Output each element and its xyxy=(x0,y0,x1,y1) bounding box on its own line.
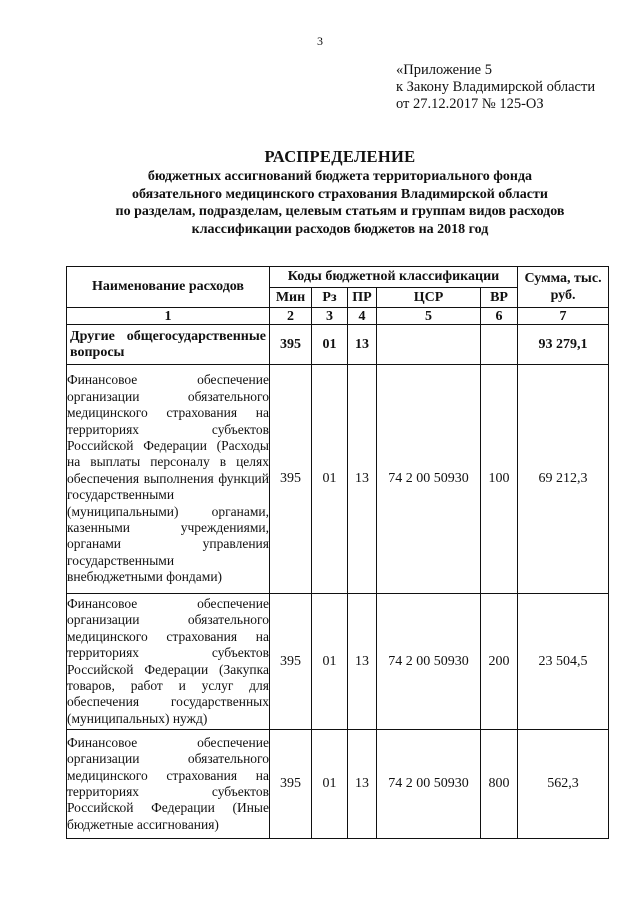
row-pr: 13 xyxy=(348,594,377,730)
table-row xyxy=(67,730,609,839)
table-header-row xyxy=(67,267,609,288)
header-sum: Сумма, тыс. руб. xyxy=(518,267,609,308)
appendix-line-1: «Приложение 5 xyxy=(396,62,492,78)
row-name: Финансовое обеспечение организации обязательного медицинского страхования на территориях субъектов Российской Федерации (Закупка товаров, работ и услуг для обеспечения государственных (муниципальных) нужд) xyxy=(67,594,270,730)
row-name: Финансовое обеспечение организации обязательного медицинского страхования на территориях субъектов Российской Федерации (Расходы на выплаты персоналу в целях обеспечения выполнения функций государственными (муниципальными) органами, казенными учреждениями, органами управления государственными внебюджетными фондами) xyxy=(67,365,270,594)
row-vr: 200 xyxy=(481,594,518,730)
heading-line-3: по разделам, подразделам, целевым статьям и группам видов расходов xyxy=(115,204,565,219)
heading-title: РАСПРЕДЕЛЕНИЕ xyxy=(264,147,416,166)
column-number-row xyxy=(67,308,609,325)
row-sum: 562,3 xyxy=(518,730,609,839)
header-pr: ПР xyxy=(348,288,377,308)
row-rz: 01 xyxy=(312,325,348,365)
row-min: 395 xyxy=(270,594,312,730)
row-pr: 13 xyxy=(348,365,377,594)
column-number: 1 xyxy=(67,308,270,325)
row-rz: 01 xyxy=(312,594,348,730)
appendix-note xyxy=(396,62,595,113)
page-number: 3 xyxy=(317,34,323,48)
column-number: 2 xyxy=(270,308,312,325)
appendix-line-3: от 27.12.2017 № 125-ОЗ xyxy=(396,96,544,112)
row-rz: 01 xyxy=(312,365,348,594)
row-csr: 74 2 00 50930 xyxy=(377,594,481,730)
table-row xyxy=(67,325,609,365)
column-number: 4 xyxy=(348,308,377,325)
header-codes: Коды бюджетной классификации xyxy=(270,267,518,288)
column-number: 3 xyxy=(312,308,348,325)
row-min: 395 xyxy=(270,325,312,365)
header-vr: ВР xyxy=(481,288,518,308)
document-heading xyxy=(0,146,640,238)
budget-table xyxy=(66,266,609,839)
row-csr xyxy=(377,325,481,365)
row-min: 395 xyxy=(270,730,312,839)
row-csr: 74 2 00 50930 xyxy=(377,365,481,594)
row-vr: 800 xyxy=(481,730,518,839)
heading-line-4: классификации расходов бюджетов на 2018 год xyxy=(191,221,489,237)
heading-line-1: бюджетных ассигнований бюджета территориального фонда xyxy=(147,169,533,184)
column-number: 5 xyxy=(377,308,481,325)
column-number: 6 xyxy=(481,308,518,325)
heading-line-2: обязательного медицинского страхования Владимирской области xyxy=(132,186,548,202)
header-csr: ЦСР xyxy=(377,288,481,308)
row-name: Другие общегосударственные вопросы xyxy=(67,325,270,365)
row-sum: 93 279,1 xyxy=(518,325,609,365)
header-min: Мин xyxy=(270,288,312,308)
row-sum: 69 212,3 xyxy=(518,365,609,594)
row-vr: 100 xyxy=(481,365,518,594)
table-row xyxy=(67,594,609,730)
appendix-line-2: к Закону Владимирской области xyxy=(396,79,596,95)
column-number: 7 xyxy=(518,308,609,325)
row-rz: 01 xyxy=(312,730,348,839)
table-row xyxy=(67,365,609,594)
row-pr: 13 xyxy=(348,730,377,839)
row-pr: 13 xyxy=(348,325,377,365)
row-name: Финансовое обеспечение организации обязательного медицинского страхования на территориях субъектов Российской Федерации (Иные бюджетные ассигнования) xyxy=(67,730,270,839)
row-sum: 23 504,5 xyxy=(518,594,609,730)
header-rz: Рз xyxy=(312,288,348,308)
row-min: 395 xyxy=(270,365,312,594)
header-name: Наименование расходов xyxy=(67,267,270,308)
row-vr xyxy=(481,325,518,365)
row-csr: 74 2 00 50930 xyxy=(377,730,481,839)
